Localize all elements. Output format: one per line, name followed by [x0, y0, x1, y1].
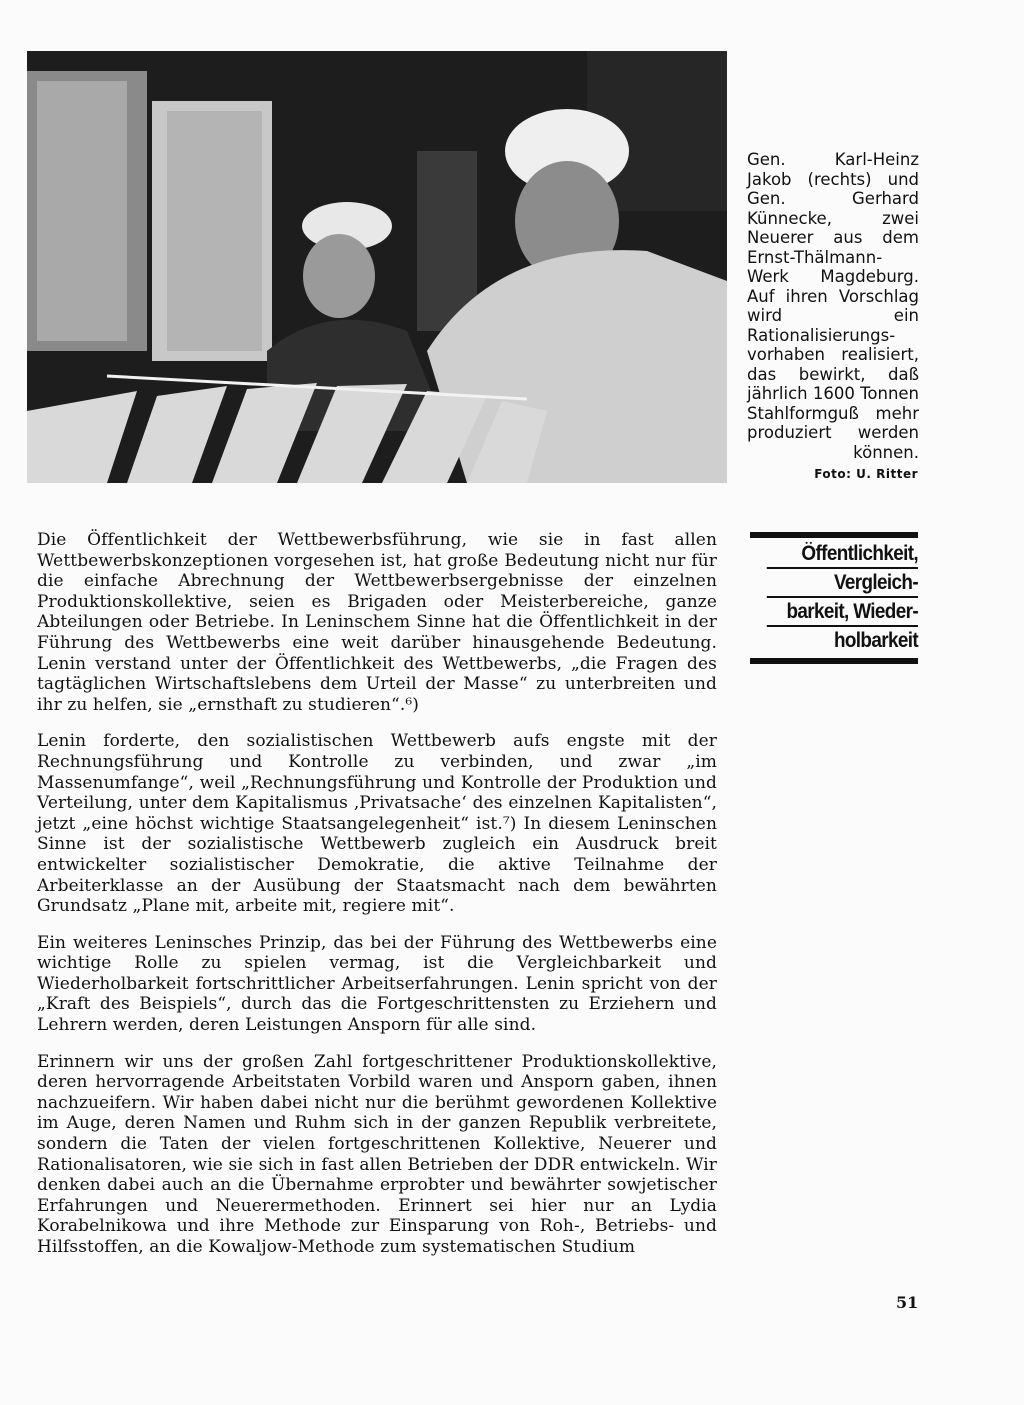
side-heading-line: Öffentlichkeit, — [767, 540, 918, 569]
paragraph: Die Öffentlichkeit der Wettbewerbsführung, wie sie in fast allen Wettbewerbskonzeptionen vorgesehen ist, hat große Bedeutung nicht nur für die einfache Abrechnung der Wettbewerbsergebnisse der einzelnen Produktionskollektive, seien es Brigaden oder Meisterbereiche, ganze Abteilungen oder Betriebe. In Leninschem Sinne hat die Öffentlichkeit in der Führung des Wettbewerbs eine weit darüber hinausgehende Bedeutung. Lenin verstand unter der Öffentlichkeit des Wettbewerbs, „die Fragen des tagtäglichen Wirtschaftslebens dem Urteil der Masse“ zu unterbreiten und ihr zu helfen, sie „ernsthaft zu studieren“.⁶) — [37, 530, 717, 715]
photo-workers — [27, 51, 727, 483]
paragraph: Lenin forderte, den sozialistischen Wettbewerb aufs engste mit der Rechnungsführung und Kontrolle zu verbinden, und zwar „im Massenumfange“, weil „Rechnungsführung und Kontrolle der Produktion und Verteilung, unter dem Kapitalismus ‚Privatsache‘ des einzelnen Kapitalisten“, jetzt „eine höchst wichtige Staatsangelegenheit“ ist.⁷) In diesem Leninschen Sinne ist der sozialistische Wettbewerb zugleich ein Ausdruck breit entwickelter sozialistischer Demokratie, die aktive Teilnahme der Arbeiterklasse an der Ausübung der Staatsmacht nach dem bewährten Grundsatz „Plane mit, arbeite mit, regiere mit“. — [37, 731, 717, 917]
article-body — [37, 530, 717, 1274]
page-number: 51 — [896, 1293, 919, 1312]
side-heading-line: barkeit, Wieder- — [767, 598, 918, 627]
photo-caption: Gen. Karl-Heinz Jakob (rechts) und Gen. Gerhard Künnecke, zwei Neuerer aus dem Ernst-Thälmann-Werk Magdeburg. Auf ihren Vorschlag wird ein Rationalisierungs-vorhaben realisiert, das bewirkt, daß jährlich 1600 Tonnen Stahlformguß mehr produziert werden können. — [747, 150, 920, 462]
side-heading-line: holbarkeit — [833, 629, 918, 652]
side-heading — [750, 532, 918, 664]
paragraph: Erinnern wir uns der großen Zahl fortgeschrittener Produktionskollektive, deren hervorragende Arbeitstaten Vorbild waren und Ansporn gaben, ihnen nachzueifern. Wir haben dabei nicht nur die berühmt gewordenen Kollektive im Auge, deren Namen und Ruhm sich in der ganzen Republik verbreitete, sondern die Taten der vielen fortgeschrittenen Kollektive, Neuerer und Rationalisatoren, wie sie sich in fast allen Betrieben der DDR entwickeln. Wir denken dabei auch an die Übernahme erprobter und bewährter sowjetischer Erfahrungen und Neuerermethoden. Erinnert sei hier nur an Lydia Korabelnikowa und ihre Methode zur Einsparung von Roh-, Betriebs- und Hilfsstoffen, an die Kowaljow-Methode zum systematischen Studium — [37, 1051, 717, 1257]
side-heading-line: Vergleich- — [767, 569, 918, 598]
photo-icon — [27, 51, 727, 483]
photo-credit: Foto: U. Ritter — [814, 467, 918, 481]
paragraph: Ein weiteres Leninsches Prinzip, das bei der Führung des Wettbewerbs eine wichtige Rolle zu spielen vermag, ist die Vergleichbarkeit und Wiederholbarkeit fortschrittlicher Arbeitserfahrungen. Lenin spricht von der „Kraft des Beispiels“, durch das die Fortgeschrittensten zu Erziehern und Lehrern werden, deren Leistungen Ansporn für alle sind. — [37, 932, 717, 1036]
